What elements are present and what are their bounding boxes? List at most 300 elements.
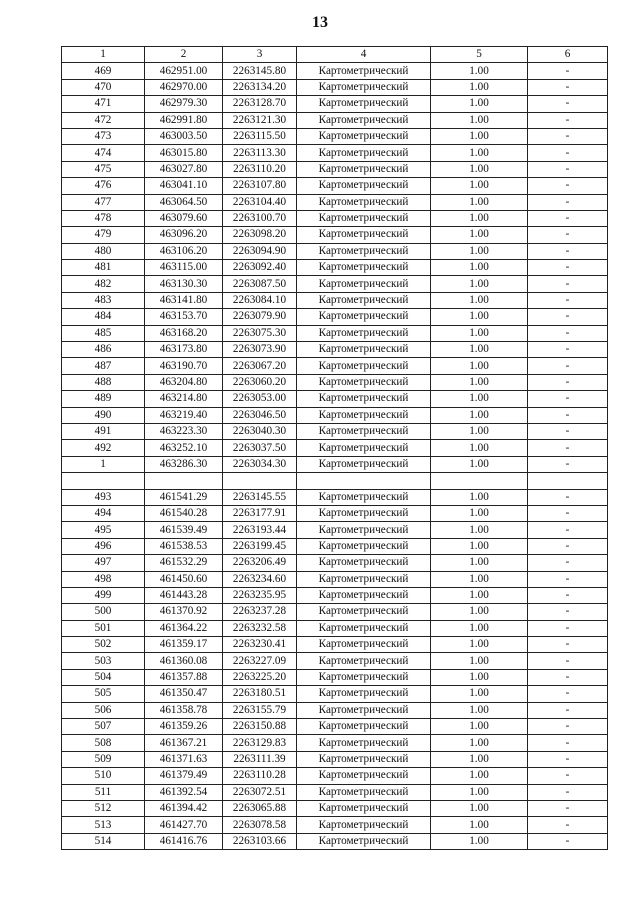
note-cell: - (528, 374, 608, 390)
table-row (62, 276, 608, 292)
x-coordinate-cell: 463153.70 (145, 309, 223, 325)
point-number-cell: 506 (62, 702, 145, 718)
method-cell: Картометрический (297, 63, 431, 79)
note-cell: - (528, 276, 608, 292)
y-coordinate-cell: 2263094.90 (223, 243, 297, 259)
note-cell: - (528, 292, 608, 308)
note-cell: - (528, 391, 608, 407)
x-coordinate-cell: 461540.28 (145, 505, 223, 521)
accuracy-cell: 1.00 (431, 800, 528, 816)
method-cell: Картометрический (297, 161, 431, 177)
method-cell: Картометрический (297, 637, 431, 653)
accuracy-cell: 1.00 (431, 178, 528, 194)
y-coordinate-cell: 2263155.79 (223, 702, 297, 718)
accuracy-cell: 1.00 (431, 112, 528, 128)
point-number-cell: 487 (62, 358, 145, 374)
method-cell: Картометрический (297, 440, 431, 456)
point-number-cell: 510 (62, 768, 145, 784)
method-cell: Картометрический (297, 735, 431, 751)
x-coordinate-cell: 461350.47 (145, 686, 223, 702)
note-cell: - (528, 243, 608, 259)
method-cell: Картометрический (297, 587, 431, 603)
accuracy-cell: 1.00 (431, 292, 528, 308)
y-coordinate-cell: 2263072.51 (223, 784, 297, 800)
accuracy-cell: 1.00 (431, 702, 528, 718)
method-cell: Картометрический (297, 522, 431, 538)
y-coordinate-cell: 2263034.30 (223, 456, 297, 472)
point-number-cell: 499 (62, 587, 145, 603)
y-coordinate-cell: 2263040.30 (223, 423, 297, 439)
x-coordinate-cell: 461370.92 (145, 604, 223, 620)
y-coordinate-cell: 2263193.44 (223, 522, 297, 538)
method-cell: Картометрический (297, 456, 431, 472)
y-coordinate-cell: 2263199.45 (223, 538, 297, 554)
y-coordinate-cell (223, 473, 297, 489)
table-row (62, 325, 608, 341)
note-cell: - (528, 79, 608, 95)
point-number-cell: 513 (62, 817, 145, 833)
note-cell: - (528, 702, 608, 718)
accuracy-cell (431, 473, 528, 489)
x-coordinate-cell: 463064.50 (145, 194, 223, 210)
x-coordinate-cell: 461541.29 (145, 489, 223, 505)
method-cell: Картометрический (297, 243, 431, 259)
accuracy-cell: 1.00 (431, 423, 528, 439)
point-number-cell: 497 (62, 555, 145, 571)
table-row (62, 161, 608, 177)
method-cell: Картометрический (297, 538, 431, 554)
method-cell: Картометрический (297, 292, 431, 308)
column-header-6: 6 (528, 47, 608, 63)
method-cell: Картометрический (297, 817, 431, 833)
table-row (62, 735, 608, 751)
x-coordinate-cell: 461364.22 (145, 620, 223, 636)
point-number-cell (62, 473, 145, 489)
x-coordinate-cell: 463214.80 (145, 391, 223, 407)
table-body (62, 63, 608, 850)
table-row (62, 342, 608, 358)
table-row (62, 194, 608, 210)
table-row (62, 702, 608, 718)
point-number-cell: 502 (62, 637, 145, 653)
note-cell: - (528, 604, 608, 620)
note-cell: - (528, 227, 608, 243)
table-row (62, 423, 608, 439)
y-coordinate-cell: 2263075.30 (223, 325, 297, 341)
accuracy-cell: 1.00 (431, 489, 528, 505)
point-number-cell: 470 (62, 79, 145, 95)
x-coordinate-cell: 463286.30 (145, 456, 223, 472)
y-coordinate-cell: 2263111.39 (223, 751, 297, 767)
table-row (62, 522, 608, 538)
point-number-cell: 479 (62, 227, 145, 243)
table-row (62, 407, 608, 423)
accuracy-cell: 1.00 (431, 325, 528, 341)
y-coordinate-cell: 2263073.90 (223, 342, 297, 358)
table-row (62, 309, 608, 325)
note-cell: - (528, 63, 608, 79)
y-coordinate-cell: 2263150.88 (223, 719, 297, 735)
note-cell: - (528, 653, 608, 669)
accuracy-cell: 1.00 (431, 555, 528, 571)
accuracy-cell: 1.00 (431, 391, 528, 407)
method-cell: Картометрический (297, 79, 431, 95)
accuracy-cell: 1.00 (431, 620, 528, 636)
y-coordinate-cell: 2263110.20 (223, 161, 297, 177)
accuracy-cell: 1.00 (431, 719, 528, 735)
note-cell: - (528, 587, 608, 603)
accuracy-cell: 1.00 (431, 505, 528, 521)
table-row (62, 63, 608, 79)
y-coordinate-cell: 2263053.00 (223, 391, 297, 407)
table-row (62, 686, 608, 702)
table-row (62, 128, 608, 144)
x-coordinate-cell: 463106.20 (145, 243, 223, 259)
accuracy-cell: 1.00 (431, 784, 528, 800)
point-number-cell: 477 (62, 194, 145, 210)
x-coordinate-cell: 463204.80 (145, 374, 223, 390)
accuracy-cell: 1.00 (431, 571, 528, 587)
y-coordinate-cell: 2263110.28 (223, 768, 297, 784)
table-row (62, 555, 608, 571)
table-row (62, 587, 608, 603)
y-coordinate-cell: 2263129.83 (223, 735, 297, 751)
x-coordinate-cell: 461416.76 (145, 833, 223, 849)
x-coordinate-cell: 461359.17 (145, 637, 223, 653)
method-cell: Картометрический (297, 784, 431, 800)
accuracy-cell: 1.00 (431, 456, 528, 472)
accuracy-cell: 1.00 (431, 96, 528, 112)
method-cell: Картометрический (297, 358, 431, 374)
x-coordinate-cell: 461371.63 (145, 751, 223, 767)
y-coordinate-cell: 2263104.40 (223, 194, 297, 210)
accuracy-cell: 1.00 (431, 735, 528, 751)
point-number-cell: 472 (62, 112, 145, 128)
method-cell: Картометрический (297, 210, 431, 226)
note-cell: - (528, 669, 608, 685)
y-coordinate-cell: 2263060.20 (223, 374, 297, 390)
method-cell: Картометрический (297, 768, 431, 784)
note-cell: - (528, 538, 608, 554)
x-coordinate-cell: 461358.78 (145, 702, 223, 718)
y-coordinate-cell: 2263206.49 (223, 555, 297, 571)
note-cell: - (528, 309, 608, 325)
method-cell: Картометрический (297, 227, 431, 243)
note-cell: - (528, 489, 608, 505)
note-cell: - (528, 440, 608, 456)
point-number-cell: 481 (62, 260, 145, 276)
table-row (62, 620, 608, 636)
method-cell: Картометрический (297, 391, 431, 407)
y-coordinate-cell: 2263087.50 (223, 276, 297, 292)
point-number-cell: 1 (62, 456, 145, 472)
x-coordinate-cell: 461539.49 (145, 522, 223, 538)
table-row (62, 604, 608, 620)
note-cell: - (528, 571, 608, 587)
x-coordinate-cell: 463027.80 (145, 161, 223, 177)
accuracy-cell: 1.00 (431, 817, 528, 833)
x-coordinate-cell: 462970.00 (145, 79, 223, 95)
accuracy-cell: 1.00 (431, 440, 528, 456)
note-cell: - (528, 719, 608, 735)
x-coordinate-cell: 461538.53 (145, 538, 223, 554)
table-header-row (62, 47, 608, 63)
note-cell: - (528, 735, 608, 751)
point-number-cell: 498 (62, 571, 145, 587)
point-number-cell: 476 (62, 178, 145, 194)
column-header-4: 4 (297, 47, 431, 63)
y-coordinate-cell: 2263121.30 (223, 112, 297, 128)
method-cell: Картометрический (297, 145, 431, 161)
x-coordinate-cell: 461450.60 (145, 571, 223, 587)
method-cell: Картометрический (297, 423, 431, 439)
accuracy-cell: 1.00 (431, 260, 528, 276)
accuracy-cell: 1.00 (431, 669, 528, 685)
table-row (62, 473, 608, 489)
table-row (62, 571, 608, 587)
table-row (62, 79, 608, 95)
note-cell (528, 473, 608, 489)
point-number-cell: 501 (62, 620, 145, 636)
column-header-3: 3 (223, 47, 297, 63)
accuracy-cell: 1.00 (431, 63, 528, 79)
point-number-cell: 493 (62, 489, 145, 505)
y-coordinate-cell: 2263180.51 (223, 686, 297, 702)
point-number-cell: 471 (62, 96, 145, 112)
table-row (62, 292, 608, 308)
note-cell: - (528, 178, 608, 194)
y-coordinate-cell: 2263145.55 (223, 489, 297, 505)
x-coordinate-cell: 463190.70 (145, 358, 223, 374)
note-cell: - (528, 358, 608, 374)
y-coordinate-cell: 2263103.66 (223, 833, 297, 849)
note-cell: - (528, 768, 608, 784)
note-cell: - (528, 423, 608, 439)
x-coordinate-cell: 461427.70 (145, 817, 223, 833)
table-row (62, 817, 608, 833)
note-cell: - (528, 194, 608, 210)
y-coordinate-cell: 2263079.90 (223, 309, 297, 325)
point-number-cell: 503 (62, 653, 145, 669)
coordinates-table (61, 46, 608, 850)
note-cell: - (528, 522, 608, 538)
accuracy-cell: 1.00 (431, 79, 528, 95)
x-coordinate-cell: 463130.30 (145, 276, 223, 292)
method-cell: Картометрический (297, 178, 431, 194)
accuracy-cell: 1.00 (431, 833, 528, 849)
y-coordinate-cell: 2263078.58 (223, 817, 297, 833)
note-cell: - (528, 260, 608, 276)
x-coordinate-cell: 461359.26 (145, 719, 223, 735)
note-cell: - (528, 128, 608, 144)
y-coordinate-cell: 2263037.50 (223, 440, 297, 456)
y-coordinate-cell: 2263100.70 (223, 210, 297, 226)
table-row (62, 833, 608, 849)
y-coordinate-cell: 2263128.70 (223, 96, 297, 112)
table-row (62, 145, 608, 161)
table-row (62, 391, 608, 407)
x-coordinate-cell: 461367.21 (145, 735, 223, 751)
point-number-cell: 490 (62, 407, 145, 423)
y-coordinate-cell: 2263092.40 (223, 260, 297, 276)
x-coordinate-cell: 463115.00 (145, 260, 223, 276)
table-row (62, 653, 608, 669)
accuracy-cell: 1.00 (431, 161, 528, 177)
x-coordinate-cell: 461357.88 (145, 669, 223, 685)
table-row (62, 227, 608, 243)
x-coordinate-cell: 463041.10 (145, 178, 223, 194)
table-row (62, 374, 608, 390)
y-coordinate-cell: 2263134.20 (223, 79, 297, 95)
x-coordinate-cell: 461532.29 (145, 555, 223, 571)
note-cell: - (528, 555, 608, 571)
y-coordinate-cell: 2263067.20 (223, 358, 297, 374)
method-cell: Картометрический (297, 325, 431, 341)
y-coordinate-cell: 2263046.50 (223, 407, 297, 423)
point-number-cell: 509 (62, 751, 145, 767)
method-cell: Картометрический (297, 276, 431, 292)
accuracy-cell: 1.00 (431, 407, 528, 423)
x-coordinate-cell: 462991.80 (145, 112, 223, 128)
method-cell: Картометрический (297, 342, 431, 358)
point-number-cell: 500 (62, 604, 145, 620)
point-number-cell: 486 (62, 342, 145, 358)
accuracy-cell: 1.00 (431, 587, 528, 603)
method-cell: Картометрический (297, 112, 431, 128)
method-cell: Картометрический (297, 128, 431, 144)
y-coordinate-cell: 2263237.28 (223, 604, 297, 620)
note-cell: - (528, 637, 608, 653)
y-coordinate-cell: 2263098.20 (223, 227, 297, 243)
table-row (62, 489, 608, 505)
x-coordinate-cell: 463168.20 (145, 325, 223, 341)
note-cell: - (528, 210, 608, 226)
y-coordinate-cell: 2263065.88 (223, 800, 297, 816)
accuracy-cell: 1.00 (431, 538, 528, 554)
point-number-cell: 491 (62, 423, 145, 439)
accuracy-cell: 1.00 (431, 194, 528, 210)
point-number-cell: 505 (62, 686, 145, 702)
x-coordinate-cell: 463003.50 (145, 128, 223, 144)
y-coordinate-cell: 2263115.50 (223, 128, 297, 144)
x-coordinate-cell: 463173.80 (145, 342, 223, 358)
method-cell: Картометрический (297, 669, 431, 685)
accuracy-cell: 1.00 (431, 210, 528, 226)
note-cell: - (528, 407, 608, 423)
page-number: 13 (312, 14, 328, 31)
method-cell: Картометрический (297, 260, 431, 276)
accuracy-cell: 1.00 (431, 522, 528, 538)
x-coordinate-cell: 463223.30 (145, 423, 223, 439)
accuracy-cell: 1.00 (431, 128, 528, 144)
table-row (62, 440, 608, 456)
method-cell: Картометрический (297, 96, 431, 112)
y-coordinate-cell: 2263107.80 (223, 178, 297, 194)
accuracy-cell: 1.00 (431, 604, 528, 620)
table-row (62, 751, 608, 767)
point-number-cell: 485 (62, 325, 145, 341)
y-coordinate-cell: 2263113.30 (223, 145, 297, 161)
accuracy-cell: 1.00 (431, 309, 528, 325)
point-number-cell: 473 (62, 128, 145, 144)
method-cell: Картометрический (297, 604, 431, 620)
point-number-cell: 482 (62, 276, 145, 292)
table-row (62, 210, 608, 226)
accuracy-cell: 1.00 (431, 637, 528, 653)
method-cell: Картометрический (297, 719, 431, 735)
x-coordinate-cell: 463096.20 (145, 227, 223, 243)
x-coordinate-cell: 462951.00 (145, 63, 223, 79)
point-number-cell: 489 (62, 391, 145, 407)
note-cell: - (528, 833, 608, 849)
column-header-2: 2 (145, 47, 223, 63)
method-cell: Картометрический (297, 309, 431, 325)
accuracy-cell: 1.00 (431, 145, 528, 161)
note-cell: - (528, 800, 608, 816)
point-number-cell: 480 (62, 243, 145, 259)
method-cell: Картометрический (297, 686, 431, 702)
column-header-5: 5 (431, 47, 528, 63)
table-row (62, 768, 608, 784)
note-cell: - (528, 325, 608, 341)
method-cell: Картометрический (297, 194, 431, 210)
y-coordinate-cell: 2263225.20 (223, 669, 297, 685)
accuracy-cell: 1.00 (431, 653, 528, 669)
table-row (62, 719, 608, 735)
y-coordinate-cell: 2263177.91 (223, 505, 297, 521)
x-coordinate-cell: 461443.28 (145, 587, 223, 603)
note-cell: - (528, 784, 608, 800)
point-number-cell: 495 (62, 522, 145, 538)
table-row (62, 784, 608, 800)
point-number-cell: 488 (62, 374, 145, 390)
point-number-cell: 496 (62, 538, 145, 554)
method-cell: Картометрический (297, 800, 431, 816)
point-number-cell: 474 (62, 145, 145, 161)
point-number-cell: 508 (62, 735, 145, 751)
point-number-cell: 494 (62, 505, 145, 521)
note-cell: - (528, 112, 608, 128)
point-number-cell: 507 (62, 719, 145, 735)
x-coordinate-cell: 463141.80 (145, 292, 223, 308)
note-cell: - (528, 505, 608, 521)
accuracy-cell: 1.00 (431, 342, 528, 358)
point-number-cell: 483 (62, 292, 145, 308)
method-cell: Картометрический (297, 751, 431, 767)
method-cell: Картометрический (297, 702, 431, 718)
x-coordinate-cell: 463219.40 (145, 407, 223, 423)
table-row (62, 96, 608, 112)
point-number-cell: 504 (62, 669, 145, 685)
method-cell: Картометрический (297, 505, 431, 521)
y-coordinate-cell: 2263145.80 (223, 63, 297, 79)
x-coordinate-cell: 463015.80 (145, 145, 223, 161)
table-row (62, 456, 608, 472)
point-number-cell: 469 (62, 63, 145, 79)
table-row (62, 505, 608, 521)
table-row (62, 538, 608, 554)
note-cell: - (528, 145, 608, 161)
note-cell: - (528, 96, 608, 112)
point-number-cell: 514 (62, 833, 145, 849)
note-cell: - (528, 751, 608, 767)
accuracy-cell: 1.00 (431, 751, 528, 767)
method-cell: Картометрический (297, 555, 431, 571)
point-number-cell: 475 (62, 161, 145, 177)
x-coordinate-cell: 461360.08 (145, 653, 223, 669)
table-row (62, 178, 608, 194)
point-number-cell: 492 (62, 440, 145, 456)
